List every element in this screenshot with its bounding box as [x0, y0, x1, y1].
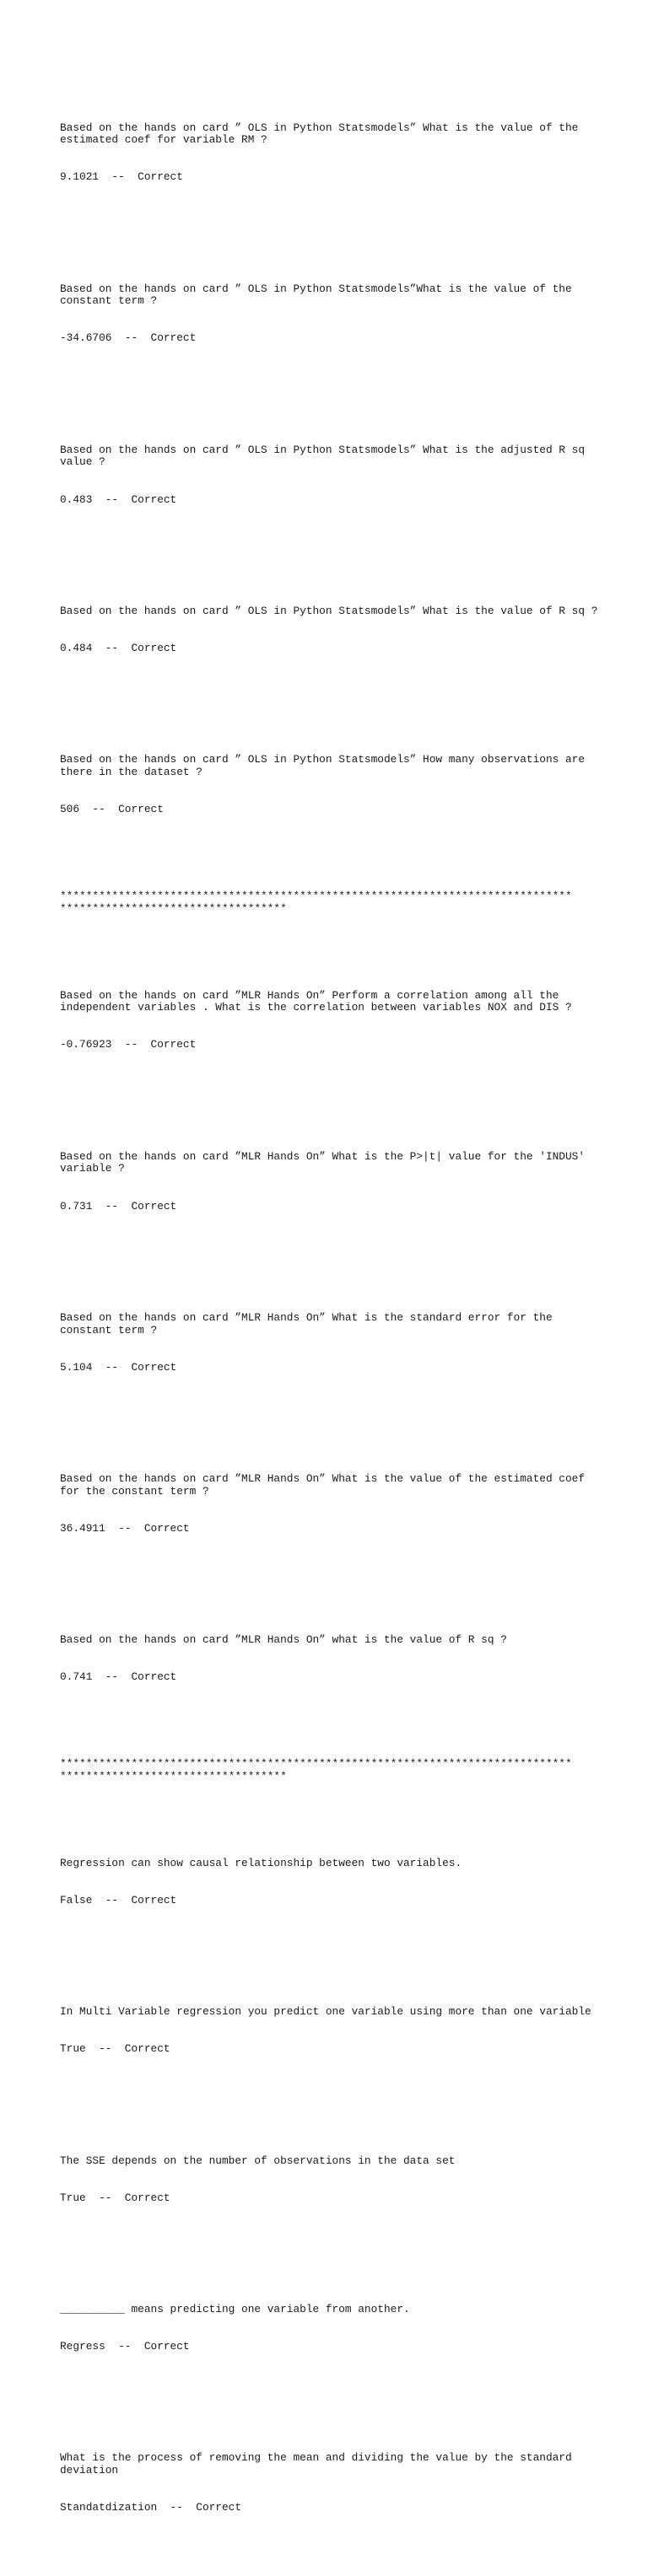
question-text: Based on the hands on card ” OLS in Python Statsmodels” How many observations are there in the dataset ? — [60, 753, 586, 779]
question-text: Based on the hands on card ”MLR Hands On” What is the P>|t| value for the 'INDUS' variable ? — [60, 1149, 586, 1175]
question-text: Based on the hands on card ” OLS in Python Statsmodels” What is the value of R sq ? — [60, 604, 598, 617]
section-divider: ******************************************************************************* *********************************** — [60, 890, 572, 915]
qa-item — [60, 729, 600, 841]
question-text: Based on the hands on card ” OLS in Python Statsmodels” What is the value of the estimated coef for variable RM ? — [60, 121, 579, 147]
qa-item — [60, 419, 600, 530]
qa-item — [60, 2428, 600, 2539]
answer-text: False -- Correct — [60, 1893, 177, 1906]
answer-text: 0.741 -- Correct — [60, 1670, 177, 1684]
answer-text: 0.731 -- Correct — [60, 1199, 177, 1213]
answer-text: True -- Correct — [60, 2191, 170, 2204]
qa-item — [60, 965, 600, 1076]
answer-text: Standatdization -- Correct — [60, 2501, 242, 2514]
qa-item — [60, 1610, 600, 1709]
question-text: Based on the hands on card ”MLR Hands On” What is the standard error for the constant term ? — [60, 1310, 553, 1336]
answer-text: -0.76923 -- Correct — [60, 1038, 197, 1051]
answer-text: 0.484 -- Correct — [60, 642, 177, 654]
qa-item — [60, 1126, 600, 1237]
document-body — [60, 60, 600, 2576]
qa-item — [60, 1832, 600, 1932]
qa-item — [60, 258, 600, 369]
section-divider: ******************************************************************************* *********************************** — [60, 1757, 572, 1783]
question-text: Based on the hands on card ” OLS in Python Statsmodels” What is the adjusted R sq value ? — [60, 443, 586, 469]
qa-item — [60, 1287, 600, 1398]
question-text: Based on the hands on card ”MLR Hands On” Perform a correlation among all the independent variables . What is the correlation between variables NOX and DIS ? — [60, 988, 572, 1014]
qa-item — [60, 2130, 600, 2229]
answer-text: 506 -- Correct — [60, 803, 164, 816]
answer-text: True -- Correct — [60, 2042, 170, 2056]
answer-text: Regress -- Correct — [60, 2340, 190, 2353]
question-text: Based on the hands on card ”MLR Hands On” What is the value of the estimated coef for the constant term ? — [60, 1472, 586, 1498]
question-text: The SSE depends on the number of observations in the data set — [60, 2154, 456, 2167]
answer-text: 36.4911 -- Correct — [60, 1521, 190, 1535]
qa-item — [60, 580, 600, 680]
qa-item — [60, 1982, 600, 2081]
question-text: __________ means predicting one variable from another. — [60, 2303, 410, 2316]
qa-item — [60, 1449, 600, 1560]
question-text: What is the process of removing the mean and dividing the value by the standard deviation — [60, 2451, 572, 2477]
answer-text: 5.104 -- Correct — [60, 1360, 177, 1374]
qa-item — [60, 97, 600, 208]
question-text: In Multi Variable regression you predict one variable using more than one variable — [60, 2005, 591, 2019]
qa-item — [60, 2279, 600, 2379]
answer-text: 9.1021 -- Correct — [60, 170, 183, 184]
question-text: Based on the hands on card ”MLR Hands On” what is the value of R sq ? — [60, 1633, 507, 1647]
answer-text: -34.6706 -- Correct — [60, 331, 197, 345]
question-text: Based on the hands on card ” OLS in Python Statsmodels”What is the value of the constant term ? — [60, 282, 572, 308]
question-text: Regression can show causal relationship between two variables. — [60, 1856, 462, 1869]
answer-text: 0.483 -- Correct — [60, 492, 177, 506]
